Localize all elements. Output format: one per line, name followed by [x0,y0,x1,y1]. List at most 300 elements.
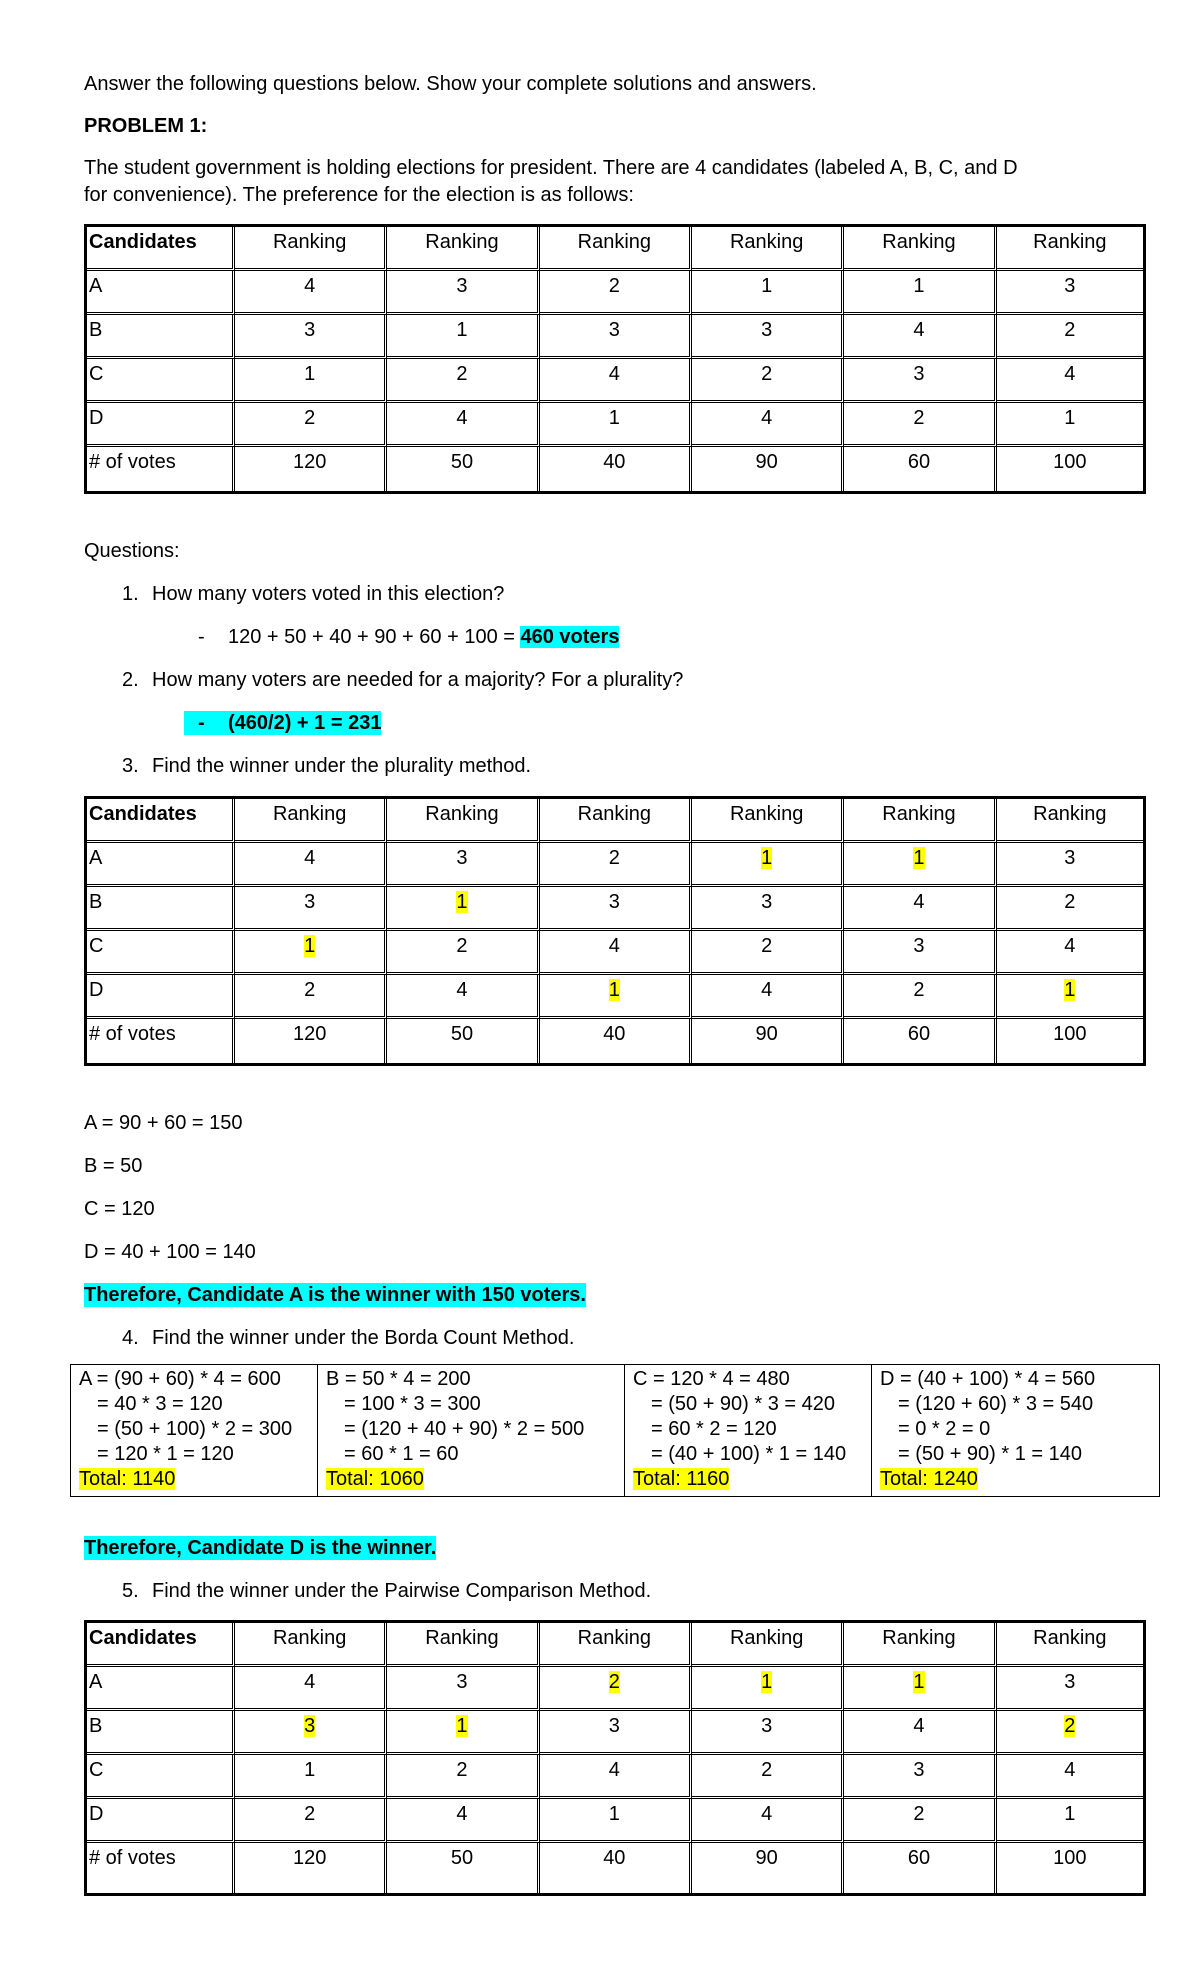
cell-text: 2 [304,407,316,429]
table-cell [997,227,1143,271]
cell-text: 1 [913,1671,925,1693]
question-2 [84,668,683,692]
borda-conclusion: Therefore, Candidate D is the winner. [84,1537,437,1559]
cell-text: 4 [1064,363,1076,385]
table-cell [387,1711,539,1755]
table-cell [235,1711,387,1755]
question-3-text: Find the winner under the plurality method. [152,755,532,777]
cell-text: Ranking [425,803,499,825]
cell-text: 2 [913,407,925,429]
table-cell [387,1019,539,1063]
cell-text: Ranking [1033,803,1107,825]
cell-text: 1 [1064,1803,1076,1825]
cell-text: C [89,935,104,957]
cell-text: 1 [608,1803,620,1825]
cell-text: 50 [450,1847,474,1869]
cell-text: Ranking [729,1627,804,1649]
cell-text: 1 [304,935,316,957]
cell-text: 4 [1064,935,1076,957]
table-cell [387,1667,539,1711]
table-cell [87,1799,235,1843]
table-cell [235,271,387,315]
table-cell [540,1799,692,1843]
table-row [87,1843,1143,1893]
cell-text: 40 [603,1847,626,1869]
cell-text: 60 [907,1023,931,1045]
table-cell [540,1711,692,1755]
table-header-row [87,799,1143,843]
cell-text: # of votes [89,1847,176,1869]
borda-a-line-2: = 40 * 3 = 120 [97,1393,223,1415]
table-cell [844,227,996,271]
cell-text: D [89,1803,104,1825]
table-cell [540,315,692,359]
plurality-d: D = 40 + 100 = 140 [84,1241,256,1263]
cell-text: 90 [755,1023,778,1045]
cell-text: 2 [608,847,620,869]
table-cell [235,887,387,931]
borda-d-total: Total: 1240 [880,1468,978,1490]
borda-cell-a [71,1365,318,1497]
answer-1 [184,625,619,649]
table-cell [87,1019,235,1063]
table-cell [387,1799,539,1843]
cell-text: 4 [456,979,468,1001]
table-cell [540,1843,692,1893]
cell-text: Ranking [1033,231,1107,253]
cell-text: 2 [456,363,468,385]
cell-text: 3 [304,319,316,341]
table-cell [844,1711,996,1755]
cell-text: Candidates [89,1627,197,1649]
cell-text: Ranking [425,1627,499,1649]
cell-text: 3 [761,319,773,341]
table-cell [87,931,235,975]
cell-text: 3 [304,891,316,913]
borda-cell-b [318,1365,625,1497]
cell-text: 2 [608,1671,620,1693]
table-cell [235,227,387,271]
table-cell [844,271,996,315]
cell-text: A [89,1671,103,1693]
borda-c-line-2: = (50 + 90) * 3 = 420 [651,1393,836,1415]
table-cell [87,1623,235,1667]
cell-text: 100 [1053,1847,1087,1869]
table-row [87,975,1143,1019]
table-cell [997,931,1143,975]
table-cell [692,1843,844,1893]
table-cell [997,403,1143,447]
table-cell [997,1799,1143,1843]
cell-text: 1 [456,891,468,913]
cell-text: A [89,275,103,297]
cell-text: 1 [608,979,620,1001]
table-cell [87,227,235,271]
cell-text: 1 [608,407,620,429]
cell-text: 4 [761,1803,773,1825]
cell-text: 90 [755,451,778,473]
cell-text: 4 [456,407,468,429]
table-cell [540,447,692,491]
question-5-text: Find the winner under the Pairwise Comparison Method. [152,1580,652,1602]
table-cell [387,931,539,975]
cell-text: 2 [304,979,316,1001]
table-cell [235,975,387,1019]
cell-text: 4 [304,1671,316,1693]
table-cell [235,1799,387,1843]
table-cell [844,1623,996,1667]
borda-a-total: Total: 1140 [79,1468,176,1490]
table-cell [692,799,844,843]
table-cell [997,975,1143,1019]
cell-text: 60 [907,1847,931,1869]
cell-text: 40 [603,451,626,473]
cell-text: B [89,891,103,913]
borda-row [71,1365,1160,1497]
table-cell [87,315,235,359]
plurality-conclusion: Therefore, Candidate A is the winner with 150 voters. [84,1284,586,1306]
problem-title: PROBLEM 1: [84,115,208,137]
table-cell [844,887,996,931]
table-cell [540,931,692,975]
cell-text: 1 [761,1671,773,1693]
cell-text: D [89,407,104,429]
table-cell [87,887,235,931]
table-cell [997,1843,1143,1893]
cell-text: 2 [456,935,468,957]
question-1-text: How many voters voted in this election? [152,583,505,605]
table-cell [997,1019,1143,1063]
table-cell [844,403,996,447]
answer-2-text: (460/2) + 1 = 231 [228,712,382,734]
table-cell [692,403,844,447]
cell-text: 1 [456,319,468,341]
table-cell [540,843,692,887]
table-cell [997,799,1143,843]
cell-text: 120 [292,451,327,473]
cell-text: 60 [907,451,931,473]
cell-text: 2 [304,1803,316,1825]
table-cell [235,799,387,843]
cell-text: 3 [761,891,773,913]
table-cell [235,403,387,447]
question-5 [84,1579,651,1603]
cell-text: # of votes [89,451,176,473]
cell-text: 90 [755,1847,778,1869]
cell-text: 4 [913,891,925,913]
table-cell [997,315,1143,359]
cell-text: 120 [292,1023,327,1045]
table-cell [235,931,387,975]
table-cell [844,447,996,491]
cell-text: C [89,1759,104,1781]
table-cell [692,1711,844,1755]
cell-text: 3 [913,1759,925,1781]
cell-text: Ranking [577,803,652,825]
cell-text: 1 [761,275,773,297]
table-cell [997,887,1143,931]
table-cell [692,843,844,887]
answer-1-dash: - [198,626,205,648]
table-row [87,359,1143,403]
table-cell [387,359,539,403]
table-cell [87,1755,235,1799]
borda-b-line-1: B = 50 * 4 = 200 [326,1368,471,1390]
cell-text: 4 [456,1803,468,1825]
cell-text: Ranking [577,1627,652,1649]
cell-text: Ranking [1033,1627,1107,1649]
table-row [87,1711,1143,1755]
table-cell [844,843,996,887]
cell-text: Ranking [577,231,652,253]
plurality-table [84,796,1146,1066]
table-cell [235,315,387,359]
cell-text: 50 [450,451,474,473]
plurality-a: A = 90 + 60 = 150 [84,1112,243,1134]
table-row [87,1799,1143,1843]
table-cell [387,1843,539,1893]
plurality-b: B = 50 [84,1155,143,1177]
borda-c-total: Total: 1160 [633,1468,730,1490]
question-3-number: 3. [122,755,139,777]
cell-text: A [89,847,103,869]
table-cell [87,271,235,315]
borda-a-line-3: = (50 + 100) * 2 = 300 [97,1418,293,1440]
table-cell [692,1799,844,1843]
cell-text: 4 [761,407,773,429]
cell-text: 3 [608,319,620,341]
borda-c-line-1: C = 120 * 4 = 480 [633,1368,790,1390]
cell-text: 3 [1064,847,1076,869]
cell-text: C [89,363,104,385]
question-4-text: Find the winner under the Borda Count Method. [152,1327,575,1349]
borda-b-total: Total: 1060 [326,1468,424,1490]
cell-text: 4 [1064,1759,1076,1781]
table-cell [540,975,692,1019]
table-cell [235,1755,387,1799]
cell-text: 2 [761,363,773,385]
table-cell [387,271,539,315]
table-row [87,887,1143,931]
plurality-table-body [87,799,1143,1063]
table-cell [844,931,996,975]
table-cell [540,1755,692,1799]
table-cell [997,1755,1143,1799]
table-cell [540,403,692,447]
cell-text: 1 [456,1715,468,1737]
table-cell [387,227,539,271]
table-cell [87,799,235,843]
cell-text: 2 [761,1759,773,1781]
table-row [87,931,1143,975]
cell-text: Candidates [89,803,197,825]
table-cell [844,1843,996,1893]
table-cell [692,887,844,931]
cell-text: 3 [608,891,620,913]
cell-text: 100 [1053,1023,1087,1045]
preference-table [84,224,1146,494]
borda-b-line-4: = 60 * 1 = 60 [344,1443,459,1465]
cell-text: 4 [304,275,316,297]
table-row [87,1755,1143,1799]
table-cell [235,1667,387,1711]
table-cell [387,447,539,491]
table-row [87,271,1143,315]
table-cell [997,1623,1143,1667]
table-cell [387,843,539,887]
cell-text: 3 [456,1671,468,1693]
table-row [87,315,1143,359]
cell-text: Ranking [425,231,499,253]
table-cell [387,799,539,843]
table-cell [87,1711,235,1755]
table-row [87,1019,1143,1063]
cell-text: Ranking [729,231,804,253]
table-cell [87,975,235,1019]
cell-text: Ranking [729,803,804,825]
table-cell [387,1623,539,1667]
table-cell [692,931,844,975]
cell-text: 3 [1064,275,1076,297]
table-cell [997,843,1143,887]
cell-text: Ranking [272,1627,347,1649]
table-cell [235,843,387,887]
table-cell [87,1667,235,1711]
table-cell [387,315,539,359]
table-cell [387,1755,539,1799]
table-cell [235,359,387,403]
answer-2 [184,711,381,735]
table-cell [997,359,1143,403]
table-header-row [87,227,1143,271]
cell-text: 2 [608,275,620,297]
question-2-text: How many voters are needed for a majority? For a plurality? [152,669,684,691]
table-cell [997,447,1143,491]
cell-text: 40 [603,1023,626,1045]
table-cell [540,1019,692,1063]
cell-text: 2 [761,935,773,957]
table-row [87,843,1143,887]
table-cell [540,1623,692,1667]
cell-text: 3 [1064,1671,1076,1693]
cell-text: 50 [450,1023,474,1045]
table-cell [87,447,235,491]
table-cell [844,1667,996,1711]
preference-table-body [87,227,1143,491]
questions-label: Questions: [84,540,180,562]
borda-a-line-4: = 120 * 1 = 120 [97,1443,234,1465]
cell-text: B [89,319,103,341]
table-row [87,1667,1143,1711]
table-cell [540,1667,692,1711]
cell-text: 4 [608,1759,620,1781]
table-cell [540,227,692,271]
pairwise-table [84,1620,1146,1896]
cell-text: 1 [913,847,925,869]
cell-text: 3 [761,1715,773,1737]
borda-c-line-4: = (40 + 100) * 1 = 140 [651,1443,847,1465]
table-cell [844,1799,996,1843]
cell-text: 120 [292,1847,327,1869]
cell-text: 2 [1064,1715,1076,1737]
problem-text-2: for convenience). The preference for the election is as follows: [84,184,634,206]
borda-c-line-3: = 60 * 2 = 120 [651,1418,777,1440]
cell-text: Ranking [882,803,956,825]
cell-text: Ranking [272,231,347,253]
answer-1-text: 120 + 50 + 40 + 90 + 60 + 100 = [228,626,521,648]
problem-text-1: The student government is holding elections for president. There are 4 candidates (labeled A, B, C, and D [84,157,1018,179]
table-cell [997,1667,1143,1711]
table-cell [844,975,996,1019]
cell-text: 2 [1064,319,1076,341]
intro-text: Answer the following questions below. Show your complete solutions and answers. [84,73,817,95]
cell-text: 100 [1053,451,1087,473]
table-cell [692,1667,844,1711]
cell-text: 3 [913,363,925,385]
table-cell [87,359,235,403]
table-cell [844,799,996,843]
cell-text: 2 [456,1759,468,1781]
question-5-number: 5. [122,1580,139,1602]
cell-text: Candidates [89,231,197,253]
plurality-c: C = 120 [84,1198,155,1220]
borda-table [70,1364,1160,1497]
cell-text: 4 [304,847,316,869]
borda-cell-d [872,1365,1160,1497]
cell-text: 2 [913,1803,925,1825]
table-cell [87,403,235,447]
borda-d-line-2: = (120 + 60) * 3 = 540 [898,1393,1094,1415]
table-cell [692,359,844,403]
cell-text: 4 [761,979,773,1001]
cell-text: 1 [1064,979,1076,1001]
answer-2-dash: - [198,712,205,734]
table-cell [540,799,692,843]
table-row [87,447,1143,491]
table-cell [692,315,844,359]
borda-d-line-4: = (50 + 90) * 1 = 140 [898,1443,1083,1465]
table-cell [235,1623,387,1667]
cell-text: 3 [456,275,468,297]
question-1 [84,582,504,606]
borda-cell-c [625,1365,872,1497]
table-cell [844,359,996,403]
answer-1-highlight: 460 voters [520,626,620,648]
question-1-number: 1. [122,583,139,605]
table-row [87,403,1143,447]
cell-text: 4 [913,1715,925,1737]
table-cell [387,975,539,1019]
table-cell [844,1755,996,1799]
table-cell [540,359,692,403]
table-cell [692,227,844,271]
table-cell [387,887,539,931]
table-cell [540,271,692,315]
borda-d-line-3: = 0 * 2 = 0 [898,1418,991,1440]
table-cell [87,1843,235,1893]
question-2-number: 2. [122,669,139,691]
cell-text: # of votes [89,1023,176,1045]
cell-text: 1 [761,847,773,869]
table-cell [997,271,1143,315]
cell-text: 2 [913,979,925,1001]
table-cell [692,975,844,1019]
cell-text: Ranking [882,1627,956,1649]
cell-text: 3 [913,935,925,957]
borda-d-line-1: D = (40 + 100) * 4 = 560 [880,1368,1096,1390]
cell-text: 3 [456,847,468,869]
cell-text: B [89,1715,103,1737]
